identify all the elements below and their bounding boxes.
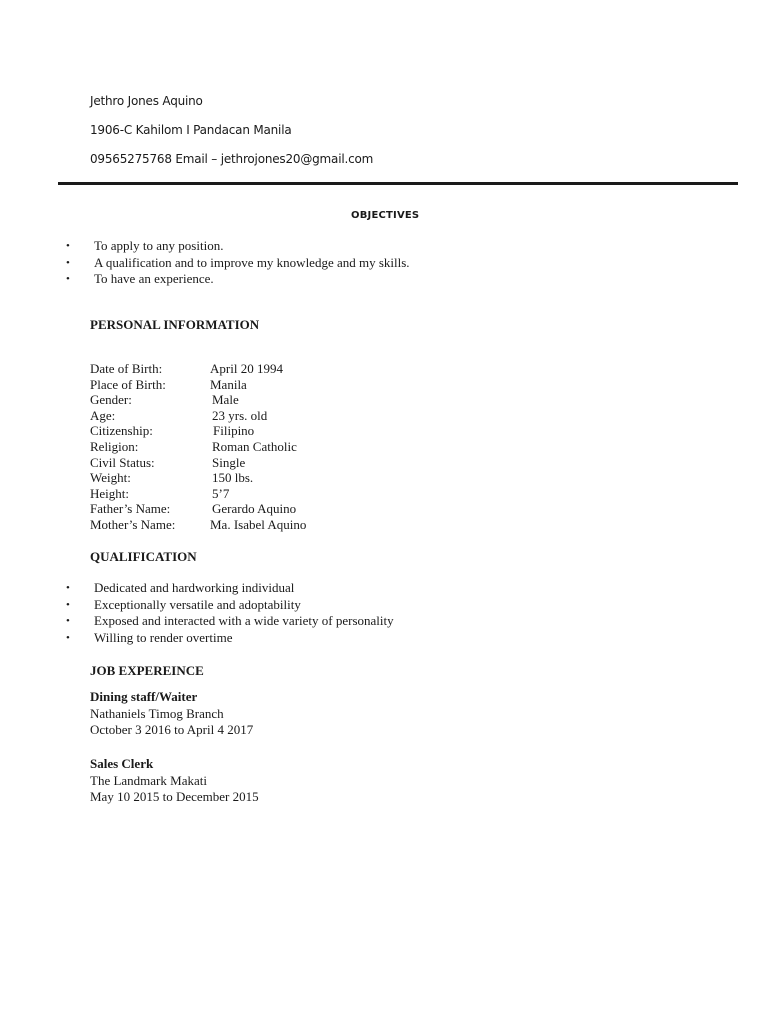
job-entry (90, 756, 259, 806)
info-value: Roman Catholic (212, 438, 297, 454)
info-value: 5’7 (212, 485, 230, 501)
info-value: April 20 1994 (210, 361, 283, 376)
info-label: Place of Birth: (90, 376, 166, 392)
qualification-item: • Exposed and interacted with a wide variety of personality (66, 613, 394, 630)
info-value: Manila (210, 376, 247, 392)
applicant-name: Jethro Jones Aquino (90, 94, 203, 108)
objectives-list (66, 238, 410, 288)
qualification-item: • Dedicated and hardworking individual (66, 580, 394, 597)
objective-item: • A qualification and to improve my knowledge and my skills. (66, 255, 410, 272)
qualification-list (66, 580, 394, 646)
info-label: Gender: (90, 392, 132, 408)
applicant-contact: 09565275768 Email – jethrojones20@gmail.com (90, 152, 374, 166)
job-entry (90, 689, 253, 739)
job-company: Nathaniels Timog Branch (90, 705, 224, 721)
info-value: Filipino (213, 423, 255, 439)
info-label: Citizenship: (90, 423, 153, 439)
info-value: 150 lbs. (212, 470, 254, 486)
info-value: Gerardo Aquino (212, 501, 297, 517)
info-label: Height: (90, 485, 129, 501)
job-title: Sales Clerk (90, 756, 154, 771)
qualification-item: • Willing to render overtime (66, 630, 394, 647)
header-divider (58, 182, 738, 185)
info-value: Male (212, 392, 239, 408)
job-company: The Landmark Makati (90, 772, 207, 788)
info-label: Weight: (90, 470, 131, 486)
info-value: 23 yrs. old (212, 407, 268, 423)
objectives-title: OBJECTIVES (351, 210, 420, 221)
info-value: Single (212, 454, 246, 470)
job-title: Dining staff/Waiter (90, 689, 198, 704)
info-label: Age: (90, 407, 116, 423)
info-label: Civil Status: (90, 454, 155, 470)
qualification-item: • Exceptionally versatile and adoptability (66, 597, 394, 614)
qualification-title: QUALIFICATION (90, 549, 197, 564)
info-value: Ma. Isabel Aquino (210, 516, 307, 532)
applicant-address: 1906-C Kahilom I Pandacan Manila (90, 123, 292, 137)
info-label: Religion: (90, 438, 139, 454)
objective-item: • To apply to any position. (66, 238, 410, 255)
job-dates: October 3 2016 to April 4 2017 (90, 722, 254, 737)
info-label: Date of Birth: (90, 361, 163, 376)
info-label: Mother’s Name: (90, 516, 176, 532)
job-dates: May 10 2015 to December 2015 (90, 789, 259, 804)
objective-item: • To have an experience. (66, 271, 410, 288)
personal-info-title: PERSONAL INFORMATION (90, 317, 260, 332)
experience-title: JOB EXPEREINCE (90, 663, 204, 678)
info-label: Father’s Name: (90, 501, 171, 517)
